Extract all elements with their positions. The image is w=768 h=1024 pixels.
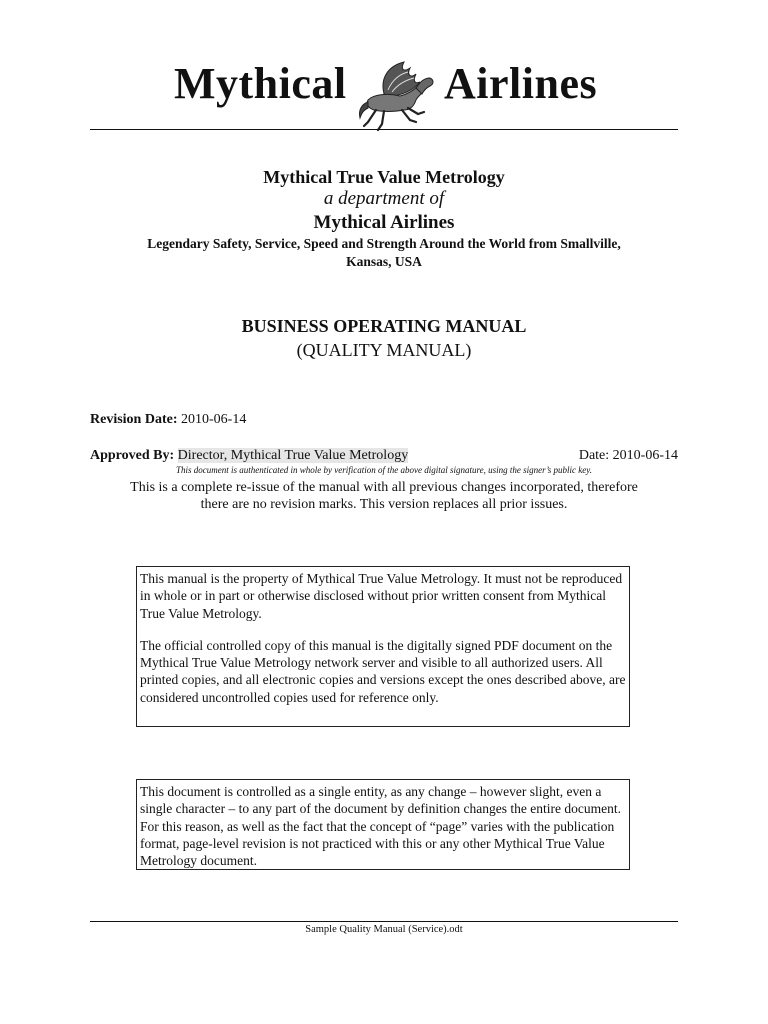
signature-fineprint: This document is authenticated in whole by verification of the above digital signature, using the signer’s public key. [175, 465, 593, 475]
brand-name-left: Mythical [174, 59, 347, 108]
revision-date-value: 2010-06-14 [181, 412, 247, 427]
approval-date-value: 2010-06-14 [612, 448, 678, 463]
department-subtitle: a department of [323, 188, 445, 209]
approved-by-label: Approved By: [90, 448, 175, 463]
approval-date [579, 448, 678, 464]
pegasus-icon [354, 60, 438, 134]
property-notice-box [136, 566, 630, 727]
document-control-paragraph: This document is controlled as a single entity, as any change – however slight, even a single character – to any part of the document by definition changes the entire document. For this reason, as well as the fact that the concept of “page” varies with the publication format, page-level revision is not practiced with this or any other Mythical True Value Metrology document. [140, 784, 621, 869]
letterhead [90, 52, 678, 122]
revision-date-label: Revision Date: [90, 412, 178, 427]
reissue-note: This is a complete re-issue of the manual with all previous changes incorporated, therefore there are no revision marks. This version replaces all prior issues. [130, 480, 638, 512]
revision-date-line [90, 412, 246, 428]
document-control-box [136, 779, 630, 870]
approved-by-value[interactable]: Director, Mythical True Value Metrology [177, 448, 409, 463]
approved-by-line [90, 448, 408, 464]
footer-rule [90, 921, 678, 922]
header-rule [90, 129, 678, 130]
airline-name: Mythical Airlines [313, 212, 455, 233]
approval-date-label: Date: [578, 448, 610, 463]
manual-subtitle: (QUALITY MANUAL) [296, 340, 472, 360]
brand-name-right: Airlines [444, 59, 598, 108]
property-notice-paragraph: This manual is the property of Mythical True Value Metrology. It must not be reproduced in whole or in part or otherwise disclosed without prior written consent from Mythical True Value Metrology. [140, 571, 623, 621]
controlled-copy-paragraph: The official controlled copy of this manual is the digitally signed PDF document on the Mythical True Value Metrology network server and visible to all authorized users. All printed copies, and all electronic copies and versions except the ones described above, are considered uncontrolled copies used for reference only. [140, 637, 626, 705]
footer-filename: Sample Quality Manual (Service).odt [305, 924, 463, 935]
tagline: Legendary Safety, Service, Speed and Strength Around the World from Smallville, Kansas, USA [147, 236, 621, 269]
department-title: Mythical True Value Metrology [263, 167, 505, 187]
manual-title: BUSINESS OPERATING MANUAL [241, 316, 527, 336]
